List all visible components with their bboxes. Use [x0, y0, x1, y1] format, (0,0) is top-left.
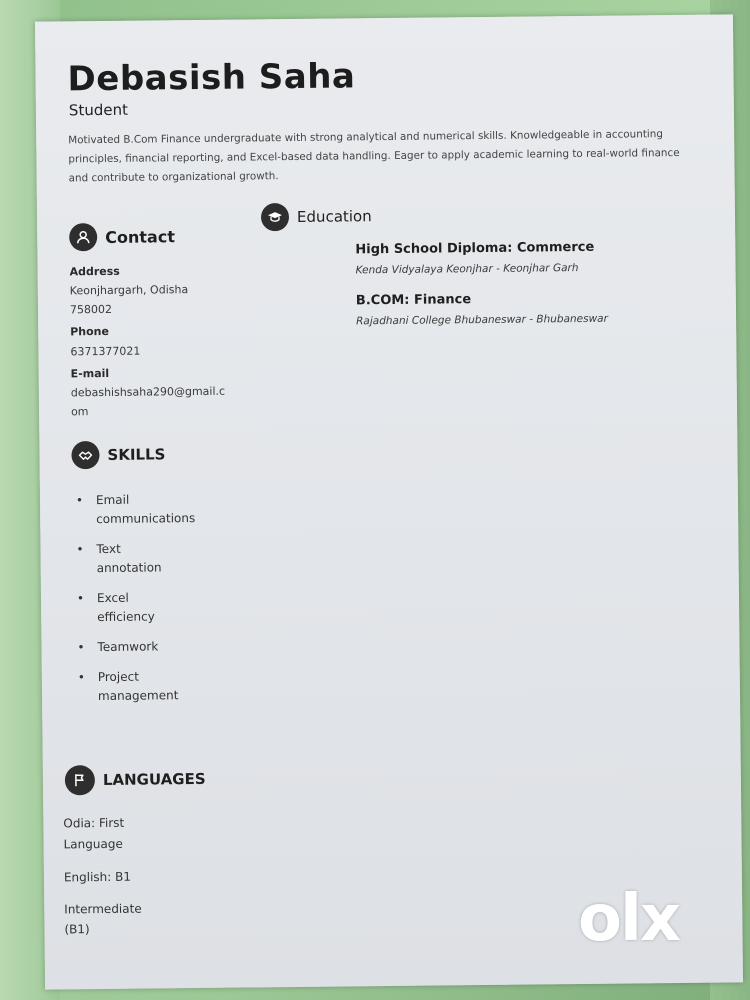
address-line2: 758002	[69, 302, 113, 317]
education-school: Kenda Vidyalaya Keonjhar - Keonjhar Garh	[355, 262, 579, 277]
email-line2: om	[70, 405, 89, 419]
languages-heading	[65, 764, 206, 795]
language-line: Intermediate	[64, 901, 142, 917]
resume-page	[35, 14, 743, 989]
address-label: Address	[69, 264, 120, 279]
education-degree: B.COM: Finance	[355, 292, 472, 309]
language-line: (B1)	[64, 922, 90, 937]
phone-label: Phone	[70, 324, 110, 339]
email-line1: debashishsaha290@gmail.c	[70, 384, 226, 400]
resume-name: Debasish Saha	[67, 56, 356, 100]
education-heading	[261, 202, 372, 231]
language-line: English: B1	[63, 869, 132, 885]
education-school: Rajadhani College Bhubaneswar - Bhubaneswar	[356, 312, 608, 328]
resume-summary: Motivated B.Com Finance undergraduate with strong analytical and numerical skills. Knowledgeable in accounting principles, financial reporting, and Excel-based data handling. Eager to apply academic learning to real-world finance and contribute to organizational growth.	[68, 128, 680, 185]
email-label: E-mail	[70, 366, 110, 381]
watermark-text: olx	[578, 882, 680, 956]
graduation-cap-icon	[261, 203, 289, 231]
handshake-icon	[71, 441, 99, 469]
user-icon	[69, 223, 97, 251]
phone-value: 6371377021	[70, 344, 141, 359]
flag-icon	[65, 765, 95, 795]
language-line: Odia: First	[63, 815, 125, 831]
list-item: • Email communications	[76, 490, 186, 529]
skills-heading	[71, 440, 165, 469]
olx-watermark	[578, 882, 679, 956]
list-item: • Text annotation	[76, 539, 186, 578]
list-item: • Teamwork	[77, 637, 187, 657]
language-line: Language	[63, 836, 123, 852]
skills-title: SKILLS	[107, 445, 166, 464]
list-item: • Excel efficiency	[77, 588, 187, 627]
languages-title: LANGUAGES	[102, 769, 206, 790]
education-title: Education	[296, 207, 372, 226]
contact-heading	[69, 222, 175, 251]
list-item: • Project management	[78, 667, 188, 706]
contact-title: Contact	[105, 226, 176, 247]
skills-list	[76, 490, 196, 717]
education-degree: High School Diploma: Commerce	[355, 239, 595, 258]
address-line1: Keonjhargarh, Odisha	[69, 283, 189, 298]
resume-role: Student	[68, 100, 129, 120]
